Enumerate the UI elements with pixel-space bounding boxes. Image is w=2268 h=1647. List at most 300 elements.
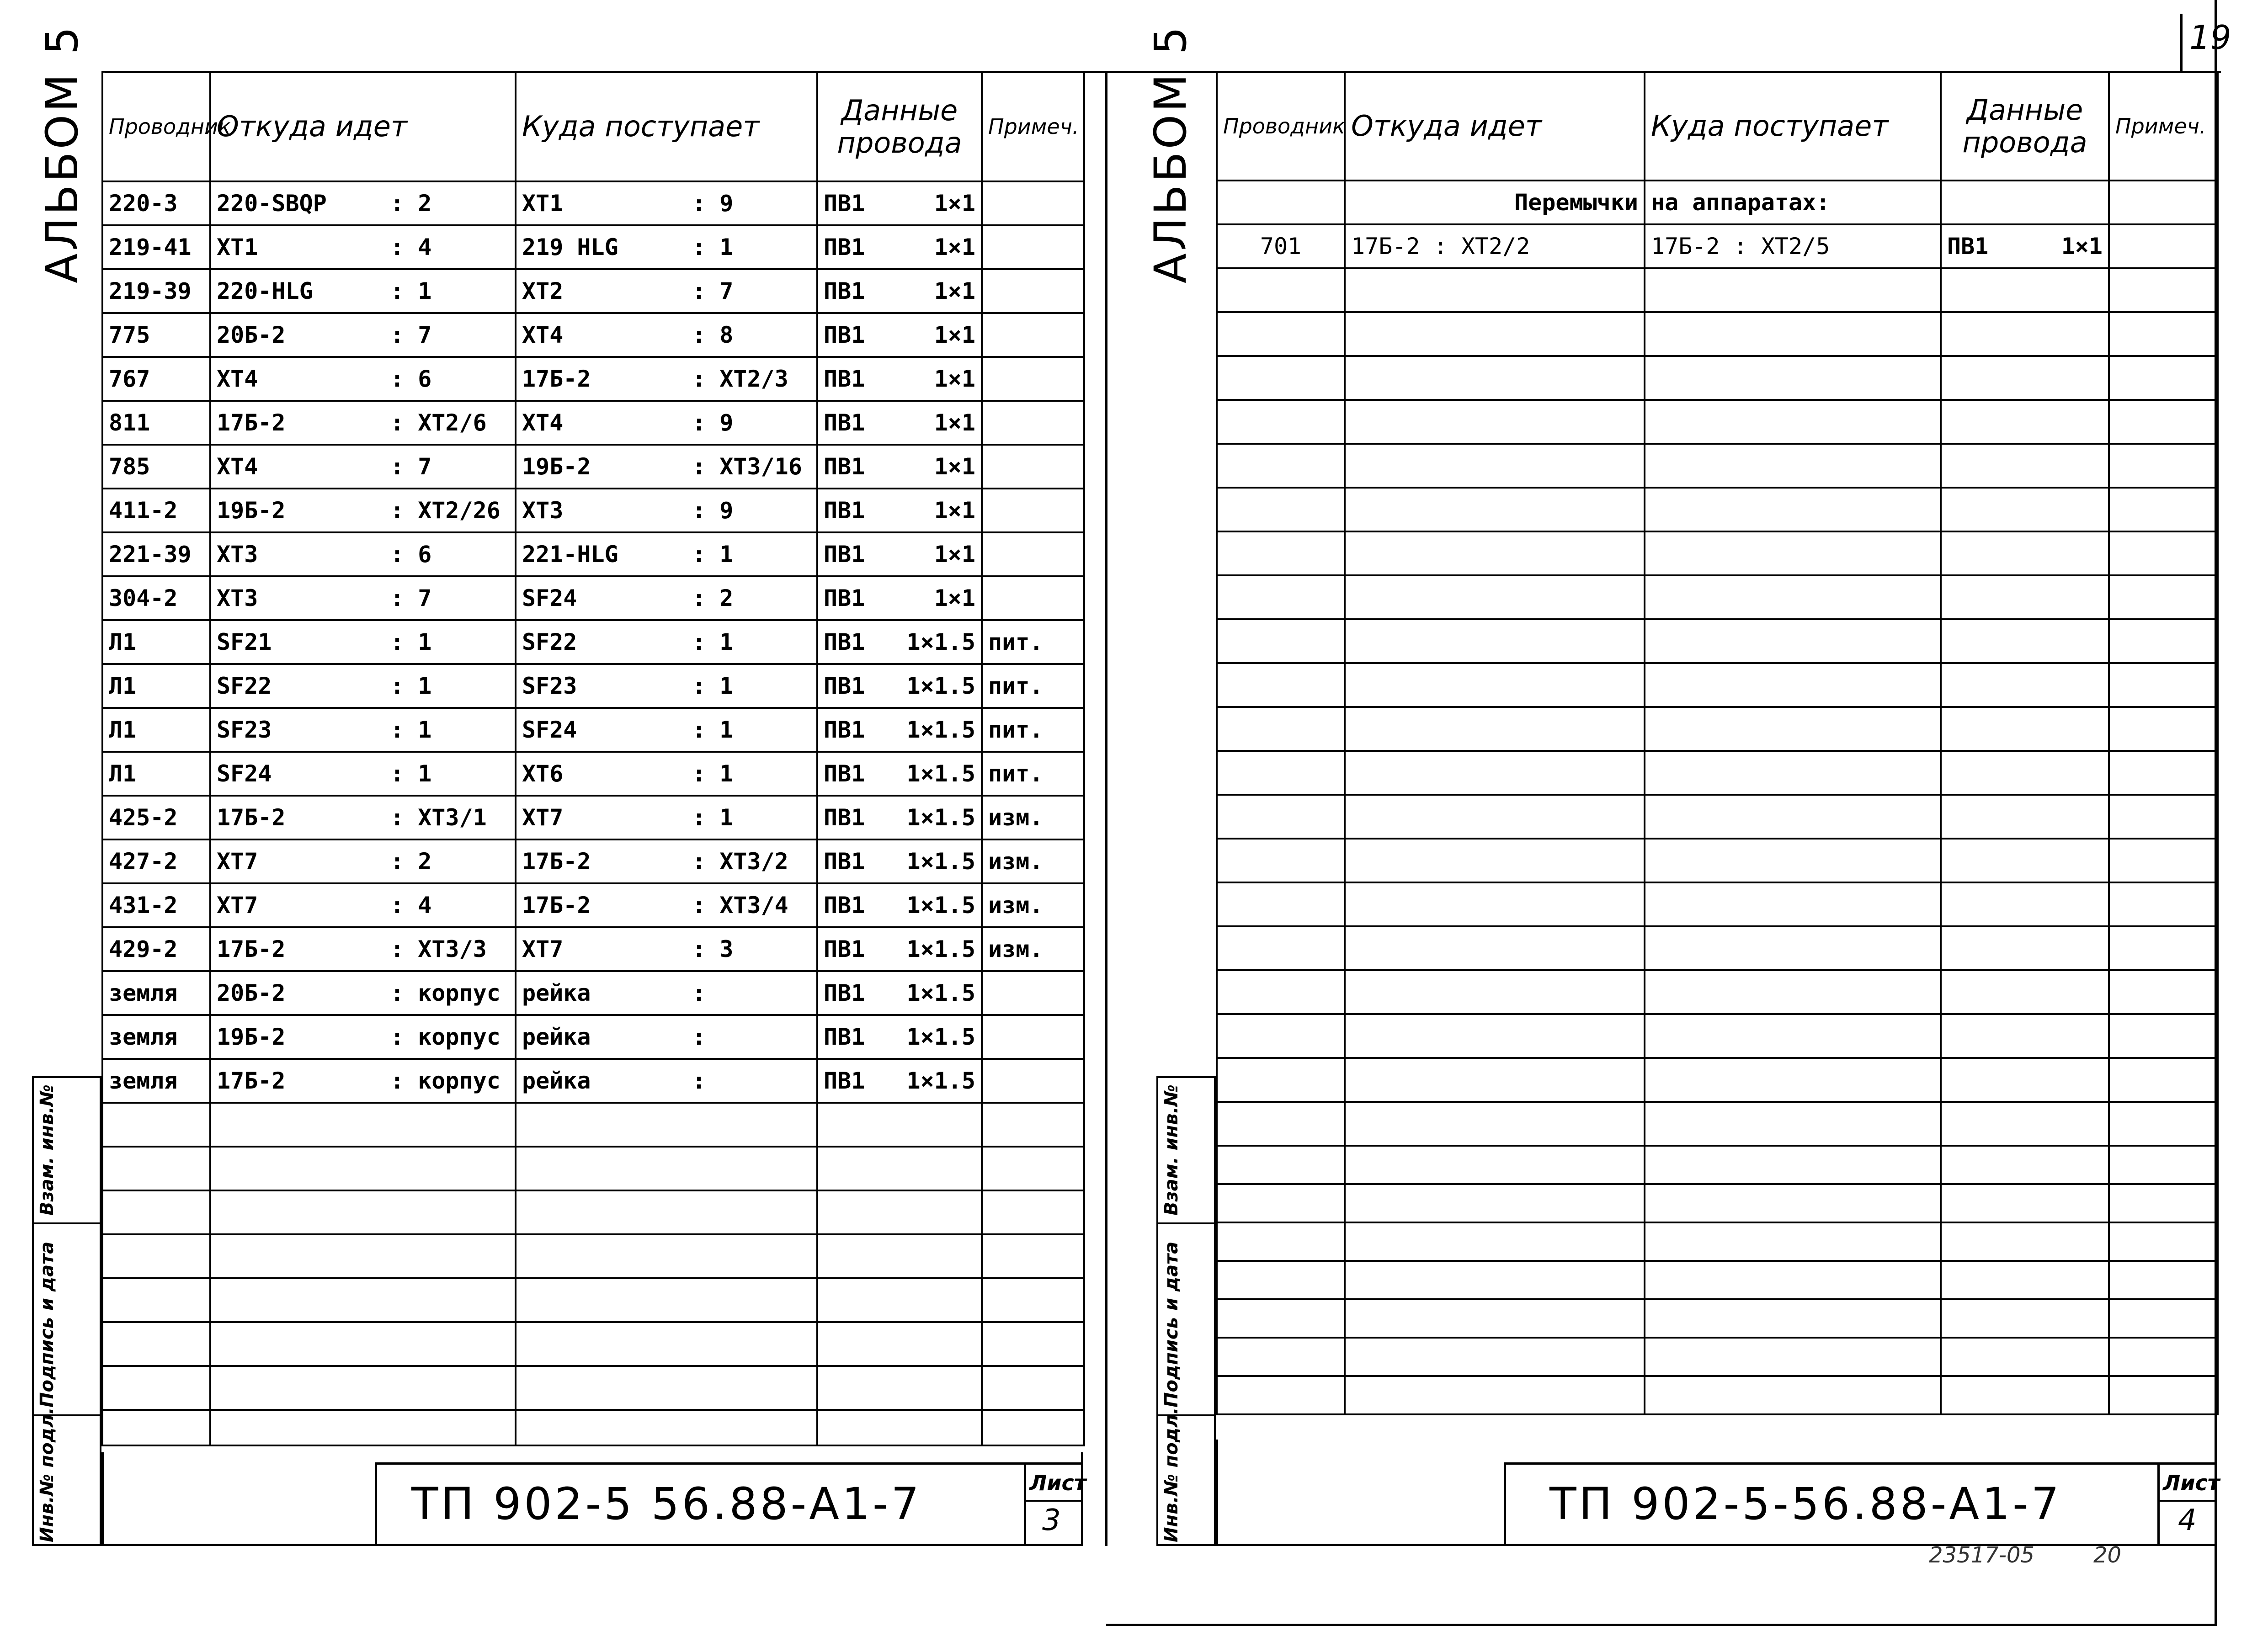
cell-conductor: Л1 bbox=[102, 752, 210, 796]
wire-section: 1×1.5 bbox=[906, 980, 975, 1006]
empty-cell bbox=[516, 1278, 817, 1322]
empty-cell bbox=[817, 1147, 982, 1190]
cell-conductor: 411-2 bbox=[102, 489, 210, 532]
cell-to bbox=[516, 883, 817, 927]
cell-note bbox=[982, 532, 1084, 576]
cell-wire bbox=[817, 664, 982, 708]
stamp-vzam-inv: Взам. инв.№ bbox=[37, 1084, 58, 1216]
empty-cell bbox=[516, 1234, 817, 1278]
empty-cell bbox=[1217, 488, 1345, 531]
empty-cell bbox=[2109, 575, 2218, 619]
empty-cell bbox=[516, 1410, 817, 1445]
wire-section: 1×1 bbox=[934, 453, 975, 480]
table-row bbox=[102, 401, 1084, 445]
empty-cell bbox=[1345, 400, 1645, 444]
table-row bbox=[102, 971, 1084, 1015]
cell-from bbox=[210, 445, 516, 489]
cell-wire bbox=[817, 181, 982, 225]
stamp-inv-podl: Инв.№ подл. bbox=[1161, 1407, 1182, 1542]
cell-to bbox=[516, 357, 817, 401]
empty-cell bbox=[1345, 751, 1645, 795]
empty-cell bbox=[1217, 1058, 1345, 1102]
empty-cell bbox=[1645, 926, 1941, 970]
empty-cell bbox=[1217, 663, 1345, 707]
empty-cell bbox=[1941, 356, 2109, 400]
empty-cell bbox=[516, 1366, 817, 1410]
cell-from bbox=[210, 883, 516, 927]
to-terminal: : 9 bbox=[692, 497, 734, 524]
empty-cell bbox=[2109, 1102, 2218, 1146]
empty-cell bbox=[1217, 1222, 1345, 1261]
cell-wire bbox=[817, 839, 982, 883]
empty-cell bbox=[1345, 926, 1645, 970]
header-to: Куда поступает bbox=[516, 72, 817, 181]
empty-cell bbox=[1217, 1102, 1345, 1146]
empty-row bbox=[1217, 1299, 2218, 1338]
empty-cell bbox=[1941, 839, 2109, 882]
cell-from bbox=[210, 313, 516, 357]
right-sheet-label: Лист bbox=[2163, 1471, 2220, 1495]
cell-to bbox=[516, 181, 817, 225]
empty-cell bbox=[817, 1103, 982, 1147]
empty-cell bbox=[1941, 444, 2109, 488]
empty-cell bbox=[1345, 882, 1645, 926]
wire-section: 1×1.5 bbox=[906, 848, 975, 875]
empty-cell bbox=[210, 1278, 516, 1322]
archive-sheet: 20 bbox=[2093, 1542, 2122, 1568]
to-terminal: : 1 bbox=[692, 541, 734, 568]
empty-cell bbox=[2109, 1222, 2218, 1261]
empty-cell bbox=[1941, 1338, 2109, 1376]
empty-cell bbox=[1645, 356, 1941, 400]
to-terminal: : 1 bbox=[692, 673, 734, 699]
empty-cell bbox=[1645, 1222, 1941, 1261]
empty-cell bbox=[102, 1190, 210, 1234]
empty-row bbox=[1217, 1014, 2218, 1058]
empty-cell bbox=[817, 1278, 982, 1322]
from-device: 19Б-2 bbox=[217, 497, 286, 524]
stamp-signature-date: Подпись и дата bbox=[37, 1241, 58, 1408]
cell-note: пит. bbox=[982, 620, 1084, 664]
table-row bbox=[102, 883, 1084, 927]
cell-to bbox=[516, 796, 817, 839]
cell-conductor: 220-3 bbox=[102, 181, 210, 225]
wire-section: 1×1.5 bbox=[906, 629, 975, 655]
to-device: SF24 bbox=[522, 717, 577, 743]
empty-cell bbox=[1645, 488, 1941, 531]
cell-from bbox=[210, 532, 516, 576]
cell-note bbox=[982, 313, 1084, 357]
cell-note: изм. bbox=[982, 883, 1084, 927]
cell-to bbox=[516, 839, 817, 883]
empty-cell bbox=[1645, 1338, 1941, 1376]
empty-row bbox=[102, 1322, 1084, 1366]
empty-cell bbox=[102, 1103, 210, 1147]
cell-note bbox=[2109, 224, 2218, 268]
empty-cell bbox=[2109, 1058, 2218, 1102]
cell-from: 17Б-2 : XT2/2 bbox=[1345, 224, 1645, 268]
empty-cell bbox=[817, 1322, 982, 1366]
empty-cell bbox=[1941, 1014, 2109, 1058]
empty-cell bbox=[1345, 1261, 1645, 1299]
from-terminal: : 1 bbox=[390, 629, 432, 655]
empty-cell bbox=[2109, 707, 2218, 751]
empty-cell bbox=[2109, 663, 2218, 707]
empty-cell bbox=[2109, 531, 2218, 575]
cell-wire bbox=[817, 796, 982, 839]
cell-from bbox=[210, 620, 516, 664]
to-terminal: : 2 bbox=[692, 585, 734, 611]
empty-cell bbox=[516, 1147, 817, 1190]
from-device: 17Б-2 bbox=[217, 936, 286, 962]
stamp-divider bbox=[1156, 1222, 1216, 1224]
wire-type: ПВ1 bbox=[824, 717, 865, 743]
cell-from bbox=[210, 401, 516, 445]
left-wiring-table bbox=[101, 71, 1085, 1446]
from-device: 17Б-2 bbox=[217, 1068, 286, 1094]
empty-cell bbox=[1645, 707, 1941, 751]
empty-row bbox=[1217, 400, 2218, 444]
cell-to bbox=[516, 664, 817, 708]
right-document-code: ТП 902-5-56.88-А1-7 bbox=[1549, 1478, 2062, 1530]
to-terminal: : 9 bbox=[692, 190, 734, 217]
wire-type: ПВ1 bbox=[824, 936, 865, 962]
wire-type: ПВ1 bbox=[824, 673, 865, 699]
empty-cell bbox=[516, 1190, 817, 1234]
album-label: АЛЬБОМ 5 bbox=[1145, 24, 1196, 283]
empty-cell bbox=[1345, 1184, 1645, 1222]
empty-cell bbox=[2109, 444, 2218, 488]
header-wire-data: Данные провода bbox=[817, 72, 982, 181]
empty-row bbox=[1217, 1184, 2218, 1222]
wire-type: ПВ1 bbox=[824, 1024, 865, 1050]
cell-wire bbox=[817, 708, 982, 752]
to-device: 17Б-2 bbox=[522, 848, 591, 875]
from-terminal: : 7 bbox=[390, 322, 432, 348]
sheet-box-divider bbox=[2157, 1500, 2217, 1502]
cell-note: пит. bbox=[982, 752, 1084, 796]
empty-cell bbox=[1217, 882, 1345, 926]
empty-row bbox=[1217, 268, 2218, 312]
empty-cell bbox=[1345, 1102, 1645, 1146]
cell-note: пит. bbox=[982, 664, 1084, 708]
to-terminal: : 7 bbox=[692, 278, 734, 304]
empty-cell bbox=[1645, 1261, 1941, 1299]
empty-cell bbox=[817, 1234, 982, 1278]
empty-row bbox=[1217, 1102, 2218, 1146]
table-row bbox=[102, 576, 1084, 620]
wire-type: ПВ1 bbox=[824, 629, 865, 655]
empty-row bbox=[102, 1103, 1084, 1147]
empty-row bbox=[1217, 926, 2218, 970]
wire-type: ПВ1 bbox=[824, 848, 865, 875]
empty-row bbox=[102, 1410, 1084, 1445]
empty-cell bbox=[1645, 312, 1941, 356]
empty-cell bbox=[982, 1103, 1084, 1147]
cell-to bbox=[516, 313, 817, 357]
empty-row bbox=[1217, 1222, 2218, 1261]
empty-cell bbox=[982, 1278, 1084, 1322]
to-terminal: : 8 bbox=[692, 322, 734, 348]
album-label: АЛЬБОМ 5 bbox=[37, 24, 88, 283]
to-terminal: : bbox=[692, 1024, 706, 1050]
cell-to bbox=[516, 401, 817, 445]
cell-from bbox=[210, 1059, 516, 1103]
to-terminal: : 1 bbox=[692, 804, 734, 831]
page-number-divider bbox=[2180, 14, 2183, 71]
wire-type: ПВ1 bbox=[824, 278, 865, 304]
header-to: Куда поступает bbox=[1645, 72, 1941, 181]
cell-to: 17Б-2 : XT2/5 bbox=[1645, 224, 1941, 268]
cell-from bbox=[210, 269, 516, 313]
from-device: XT3 bbox=[217, 585, 258, 611]
empty-row bbox=[1217, 1146, 2218, 1184]
cell-conductor: Л1 bbox=[102, 708, 210, 752]
empty-row bbox=[1217, 663, 2218, 707]
wire-type: ПВ1 bbox=[824, 585, 865, 611]
empty-cell bbox=[2109, 488, 2218, 531]
table-row bbox=[102, 1059, 1084, 1103]
empty-cell bbox=[982, 1410, 1084, 1445]
table-row bbox=[102, 269, 1084, 313]
empty-cell bbox=[1345, 268, 1645, 312]
empty-cell bbox=[1941, 1102, 2109, 1146]
to-terminal: : bbox=[692, 980, 706, 1006]
cell-wire bbox=[817, 401, 982, 445]
cell-conductor: 701 bbox=[1217, 224, 1345, 268]
wire-section: 1×1 bbox=[934, 541, 975, 568]
cell-note bbox=[982, 489, 1084, 532]
empty-row bbox=[102, 1147, 1084, 1190]
cell-note bbox=[982, 971, 1084, 1015]
empty-cell bbox=[2109, 1184, 2218, 1222]
cell-to bbox=[516, 752, 817, 796]
empty-cell bbox=[1645, 1299, 1941, 1338]
wire-section: 1×1.5 bbox=[906, 892, 975, 919]
empty-row bbox=[1217, 312, 2218, 356]
from-terminal: : 6 bbox=[390, 366, 432, 392]
empty-cell bbox=[1645, 1376, 1941, 1414]
empty-cell bbox=[1217, 1184, 1345, 1222]
empty-cell bbox=[2109, 356, 2218, 400]
from-terminal: : 6 bbox=[390, 541, 432, 568]
empty-cell bbox=[2109, 882, 2218, 926]
to-terminal: : 9 bbox=[692, 409, 734, 436]
empty-cell bbox=[1345, 1222, 1645, 1261]
wire-type: ПВ1 bbox=[824, 497, 865, 524]
empty-cell bbox=[1941, 751, 2109, 795]
empty-cell bbox=[2109, 1146, 2218, 1184]
table-row bbox=[102, 752, 1084, 796]
empty-row bbox=[1217, 619, 2218, 663]
empty-cell bbox=[1345, 663, 1645, 707]
to-device: 221-HLG bbox=[522, 541, 618, 568]
from-terminal: : 7 bbox=[390, 453, 432, 480]
table-row bbox=[102, 445, 1084, 489]
empty-cell bbox=[1217, 268, 1345, 312]
empty-cell bbox=[1217, 970, 1345, 1014]
wire-section: 1×1 bbox=[934, 585, 975, 611]
cell-conductor: 811 bbox=[102, 401, 210, 445]
wire-type: ПВ1 bbox=[824, 190, 865, 217]
cell-note: изм. bbox=[982, 796, 1084, 839]
table-row bbox=[102, 532, 1084, 576]
cell-wire bbox=[817, 1015, 982, 1059]
empty-cell bbox=[102, 1278, 210, 1322]
to-device: SF24 bbox=[522, 585, 577, 611]
empty-cell bbox=[102, 1234, 210, 1278]
empty-cell bbox=[1941, 400, 2109, 444]
wire-section: 1×1.5 bbox=[906, 717, 975, 743]
empty-row bbox=[102, 1366, 1084, 1410]
cell-note: изм. bbox=[982, 839, 1084, 883]
cell-wire bbox=[817, 269, 982, 313]
to-device: XT3 bbox=[522, 497, 564, 524]
empty-cell bbox=[817, 1410, 982, 1445]
empty-row bbox=[1217, 795, 2218, 839]
wire-section: 1×1.5 bbox=[906, 804, 975, 831]
archive-number: 23517-05 bbox=[1929, 1542, 2035, 1568]
cell-to bbox=[516, 269, 817, 313]
to-device: рейка bbox=[522, 980, 591, 1006]
empty-cell bbox=[1345, 839, 1645, 882]
from-device: XT4 bbox=[217, 453, 258, 480]
empty-cell bbox=[2109, 619, 2218, 663]
empty-cell bbox=[210, 1103, 516, 1147]
to-device: XT7 bbox=[522, 936, 564, 962]
table-row bbox=[102, 489, 1084, 532]
table-row bbox=[102, 181, 1084, 225]
from-device: SF23 bbox=[217, 717, 272, 743]
empty-cell bbox=[210, 1234, 516, 1278]
empty-cell bbox=[1217, 531, 1345, 575]
empty-cell bbox=[1217, 444, 1345, 488]
cell-wire bbox=[817, 445, 982, 489]
table-row bbox=[102, 620, 1084, 664]
wire-type: ПВ1 bbox=[824, 234, 865, 260]
to-device: 19Б-2 bbox=[522, 453, 591, 480]
empty-row bbox=[1217, 1261, 2218, 1299]
empty-row bbox=[102, 1278, 1084, 1322]
cell-wire bbox=[817, 971, 982, 1015]
to-terminal: : bbox=[692, 1068, 706, 1094]
cell-wire bbox=[817, 620, 982, 664]
cell-note bbox=[982, 225, 1084, 269]
cell-conductor: 427-2 bbox=[102, 839, 210, 883]
wire-type: ПВ1 bbox=[824, 804, 865, 831]
cell-note bbox=[982, 269, 1084, 313]
table-row bbox=[1217, 224, 2218, 268]
empty-cell bbox=[1217, 926, 1345, 970]
empty-cell bbox=[1217, 1261, 1345, 1299]
empty-cell bbox=[982, 1147, 1084, 1190]
empty-cell bbox=[2109, 1261, 2218, 1299]
empty-cell bbox=[1217, 400, 1345, 444]
empty-cell bbox=[1941, 1376, 2109, 1414]
from-device: XT7 bbox=[217, 848, 258, 875]
from-device: 220-HLG bbox=[217, 278, 313, 304]
empty-cell bbox=[1941, 1222, 2109, 1261]
cell-conductor: Л1 bbox=[102, 620, 210, 664]
from-terminal: : 2 bbox=[390, 190, 432, 217]
empty-cell bbox=[1217, 1014, 1345, 1058]
cell-note bbox=[982, 1015, 1084, 1059]
cell-wire bbox=[817, 1059, 982, 1103]
table-row bbox=[102, 313, 1084, 357]
cell-to bbox=[516, 225, 817, 269]
to-device: XT4 bbox=[522, 409, 564, 436]
empty-cell bbox=[1645, 268, 1941, 312]
cell-note: изм. bbox=[982, 927, 1084, 971]
right-sheet-number: 4 bbox=[2178, 1504, 2197, 1537]
to-device: рейка bbox=[522, 1068, 591, 1094]
empty-cell bbox=[1645, 619, 1941, 663]
empty-row bbox=[1217, 444, 2218, 488]
empty-cell bbox=[1645, 663, 1941, 707]
empty-cell bbox=[1645, 882, 1941, 926]
empty-cell bbox=[2109, 312, 2218, 356]
to-device: SF22 bbox=[522, 629, 577, 655]
cell-from bbox=[210, 927, 516, 971]
from-terminal: : 1 bbox=[390, 278, 432, 304]
empty-cell bbox=[2109, 1014, 2218, 1058]
from-terminal: : 2 bbox=[390, 848, 432, 875]
empty-cell bbox=[982, 1190, 1084, 1234]
wire-type: ПВ1 bbox=[824, 322, 865, 348]
wire-section: 1×1 bbox=[934, 497, 975, 524]
empty-cell bbox=[1345, 970, 1645, 1014]
to-device: 219 HLG bbox=[522, 234, 618, 260]
from-device: 220-SBQP bbox=[217, 190, 327, 217]
empty-cell bbox=[1345, 531, 1645, 575]
empty-row bbox=[1217, 839, 2218, 882]
empty-cell bbox=[1217, 312, 1345, 356]
empty-cell bbox=[1345, 619, 1645, 663]
empty-cell bbox=[2109, 839, 2218, 882]
header-from: Откуда идет bbox=[1345, 72, 1645, 181]
cell-to bbox=[516, 1059, 817, 1103]
cell-conductor: 304-2 bbox=[102, 576, 210, 620]
empty-cell bbox=[2109, 400, 2218, 444]
cell-from bbox=[210, 1015, 516, 1059]
cell-from bbox=[210, 181, 516, 225]
empty-row bbox=[1217, 1376, 2218, 1414]
cell-to bbox=[516, 708, 817, 752]
table-row bbox=[102, 1015, 1084, 1059]
to-device: 17Б-2 bbox=[522, 892, 591, 919]
empty-cell bbox=[2109, 970, 2218, 1014]
from-device: XT7 bbox=[217, 892, 258, 919]
empty-row bbox=[1217, 707, 2218, 751]
wire-type: ПВ1 bbox=[824, 409, 865, 436]
sheet-bottom-border bbox=[1106, 1624, 2217, 1626]
cell-note bbox=[982, 357, 1084, 401]
wire-section: 1×1.5 bbox=[906, 673, 975, 699]
section-label-left: Перемычки bbox=[1345, 181, 1645, 224]
to-terminal: : XT3/16 bbox=[692, 453, 802, 480]
to-device: XT2 bbox=[522, 278, 564, 304]
empty-cell bbox=[2109, 1299, 2218, 1338]
to-device: XT1 bbox=[522, 190, 564, 217]
cell-from bbox=[210, 664, 516, 708]
from-terminal: : XT3/3 bbox=[390, 936, 487, 962]
table-row bbox=[102, 225, 1084, 269]
empty-cell bbox=[1345, 1146, 1645, 1184]
empty-cell bbox=[1645, 970, 1941, 1014]
empty-row bbox=[1217, 1338, 2218, 1376]
page-number: 19 bbox=[2189, 18, 2231, 57]
cell-conductor: земля bbox=[102, 1015, 210, 1059]
